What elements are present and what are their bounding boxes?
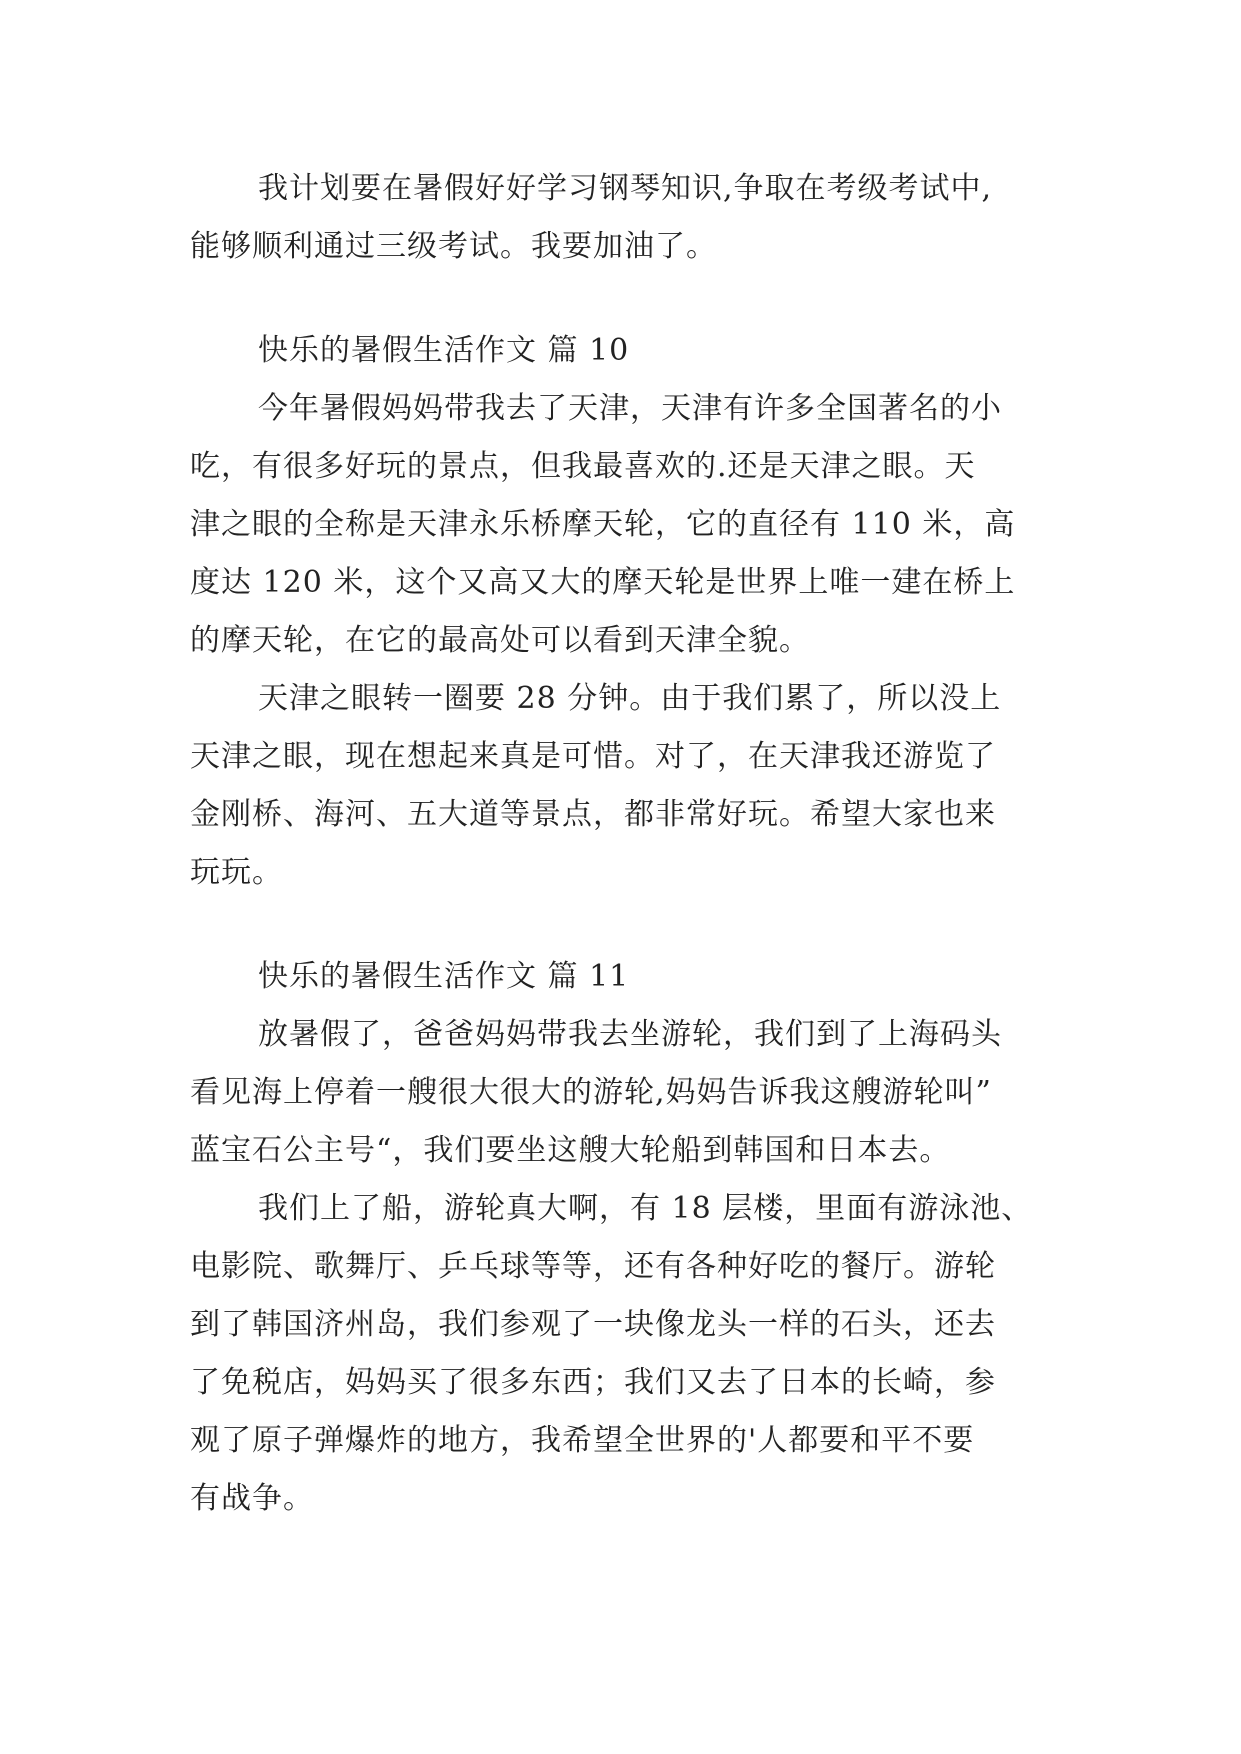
- text-line: 玩玩。: [190, 855, 283, 890]
- essay-title: 快乐的暑假生活作文 篇 11: [258, 959, 630, 994]
- paragraph: [190, 160, 1080, 276]
- text-line: 了免税店，妈妈买了很多东西；我们又去了日本的长崎，参: [190, 1365, 996, 1400]
- paragraph: [190, 1180, 1080, 1528]
- text-line: 看见海上停着一艘很大很大的游轮,妈妈告诉我这艘游轮叫”: [190, 1075, 992, 1110]
- text-line: 吃，有很多好玩的景点，但我最喜欢的.还是天津之眼。天: [190, 449, 976, 484]
- text-line: 蓝宝石公主号“，我们要坐这艘大轮船到韩国和日本去。: [190, 1133, 951, 1168]
- text-line: 津之眼的全称是天津永乐桥摩天轮，它的直径有 110 米，高: [190, 507, 1016, 542]
- text-line: 我计划要在暑假好好学习钢琴知识,争取在考级考试中,: [258, 171, 993, 206]
- text-line: 的摩天轮，在它的最高处可以看到天津全貌。: [190, 623, 810, 658]
- essay-title: 快乐的暑假生活作文 篇 10: [258, 333, 630, 368]
- section-intro: [190, 160, 1080, 276]
- text-line: 观了原子弹爆炸的地方，我希望全世界的'人都要和平不要: [190, 1423, 975, 1458]
- section-essay-11: [190, 948, 1080, 1528]
- paragraph: [190, 670, 1080, 902]
- text-line: 天津之眼，现在想起来真是可惜。对了，在天津我还游览了: [190, 739, 996, 774]
- text-line: 金刚桥、海河、五大道等景点，都非常好玩。希望大家也来: [190, 797, 996, 832]
- section-essay-10: [190, 322, 1080, 902]
- text-line: 放暑假了，爸爸妈妈带我去坐游轮，我们到了上海码头: [258, 1017, 1002, 1052]
- text-line: 度达 120 米，这个又高又大的摩天轮是世界上唯一建在桥上: [190, 565, 1016, 600]
- text-line: 有战争。: [190, 1481, 314, 1516]
- text-line: 到了韩国济州岛，我们参观了一块像龙头一样的石头，还去: [190, 1307, 996, 1342]
- text-line: 能够顺利通过三级考试。我要加油了。: [190, 229, 717, 264]
- document-page: [190, 160, 1080, 1528]
- text-line: 天津之眼转一圈要 28 分钟。由于我们累了，所以没上: [258, 681, 1002, 716]
- paragraph: [190, 380, 1080, 670]
- text-line: 电影院、歌舞厅、乒乓球等等，还有各种好吃的餐厅。游轮: [190, 1249, 996, 1284]
- paragraph: [190, 1006, 1080, 1180]
- text-line: 今年暑假妈妈带我去了天津，天津有许多全国著名的小: [258, 391, 1002, 426]
- text-line: 我们上了船，游轮真大啊，有 18 层楼，里面有游泳池、: [258, 1191, 1033, 1226]
